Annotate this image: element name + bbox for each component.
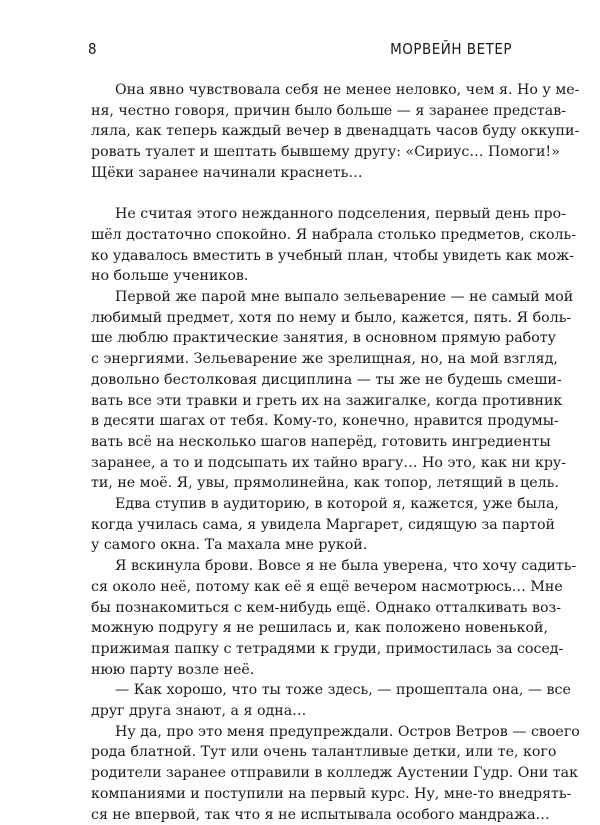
text-line: можную подругу я не решилась и, как положено новенькой,	[91, 620, 548, 637]
text-line: ти, не моё. Я, увы, прямолинейна, как топор, летящий в цель.	[91, 475, 559, 492]
text-line: Я вскинула брови. Вовсе я не была уверена, что хочу садить-	[115, 558, 577, 575]
text-line: довольно бестолковая дисциплина — ты же не будешь смеши-	[91, 371, 562, 388]
paragraph	[91, 722, 580, 825]
text-line: нюю парту возле неё.	[91, 661, 255, 678]
text-line: ся не впервой, так что я не испытывала особого мандража…	[91, 806, 550, 823]
running-title: МОРВЕЙН ВЕТЕР	[390, 40, 512, 58]
text-line: рода блатной. Тут или очень талантливые детки, или те, кого	[91, 744, 557, 761]
text-line: любимый предмет, хотя по нему и было, кажется, пять. Я боль-	[91, 309, 572, 326]
text-line: Не считая этого нежданного подселения, первый день про-	[115, 206, 566, 223]
text-line: компаниями и поступили на первый курс. Ну, мне-то внедрять-	[91, 785, 572, 802]
text-line: Ну да, про это меня предупреждали. Остров Ветров — своего	[115, 723, 580, 740]
running-head	[88, 40, 512, 60]
paragraph	[91, 494, 559, 556]
text-line: когда училась сама, я увидела Маргарет, сидящую за партой	[91, 516, 556, 533]
text-line: бы познакомиться с кем-нибудь ещё. Однако отталкивать воз-	[91, 599, 562, 616]
text-line: ня, честно говоря, причин было больше — я заранее представ-	[91, 102, 567, 119]
paragraph	[91, 680, 571, 721]
text-line: Едва ступив в аудиторию, в которой я, кажется, уже была,	[115, 496, 559, 513]
paragraph	[91, 556, 577, 680]
text-line: шёл достаточно спокойно. Я набрала столько предметов, сколь-	[91, 226, 577, 243]
page-number: 8	[88, 40, 97, 58]
text-line: с энергиями. Зельеварение же зрелищная, но, на мой взгляд,	[91, 351, 558, 368]
body-text	[91, 80, 580, 825]
text-line: ровать туалет и шептать бывшему другу: «Сириус… Помоги!»	[91, 144, 560, 161]
text-line: друг друга знают, а я одна…	[91, 703, 307, 720]
text-line: Щёки заранее начинали краснеть…	[91, 164, 363, 181]
text-line: ко удавалось вместить в учебный план, чтобы увидеть как мож-	[91, 247, 574, 264]
paragraph	[91, 287, 574, 494]
text-line: в десяти шагах от тебя. Кому-то, конечно, нравится продумы-	[91, 413, 559, 430]
text-line: у самого окна. Та махала мне рукой.	[91, 537, 368, 554]
text-line: Она явно чувствовала себя не менее неловко, чем я. Но у ме-	[115, 82, 580, 98]
paragraph	[91, 80, 580, 184]
text-line: вать все эти травки и греть их на зажигалке, когда противник	[91, 392, 563, 409]
text-line: Первой же парой мне выпало зельеварение — не самый мой	[115, 289, 574, 306]
text-line: ше люблю практические занятия, в основном прямую работу	[91, 330, 556, 347]
text-line: ся около неё, потому как её я ещё вечером насмотрюсь… Мне	[91, 578, 563, 595]
paragraph	[91, 204, 577, 287]
text-line: вать всё на несколько шагов наперёд, готовить ингредиенты	[91, 433, 551, 450]
text-line: но больше учеников.	[91, 268, 249, 285]
text-line: заранее, а то и подсыпать их тайно врагу… Но это, как ни кру-	[91, 454, 567, 471]
text-line: родители заранее отправили в колледж Аустении Гудр. Они так	[91, 765, 578, 782]
text-line: — Как хорошо, что ты тоже здесь, — прошептала она, — все	[115, 682, 571, 699]
text-line: ляла, как теперь каждый вечер в двенадцать часов буду оккупи-	[91, 123, 580, 140]
text-line: прижимая папку с тетрадями к груди, примостилась за сосед-	[91, 640, 564, 657]
